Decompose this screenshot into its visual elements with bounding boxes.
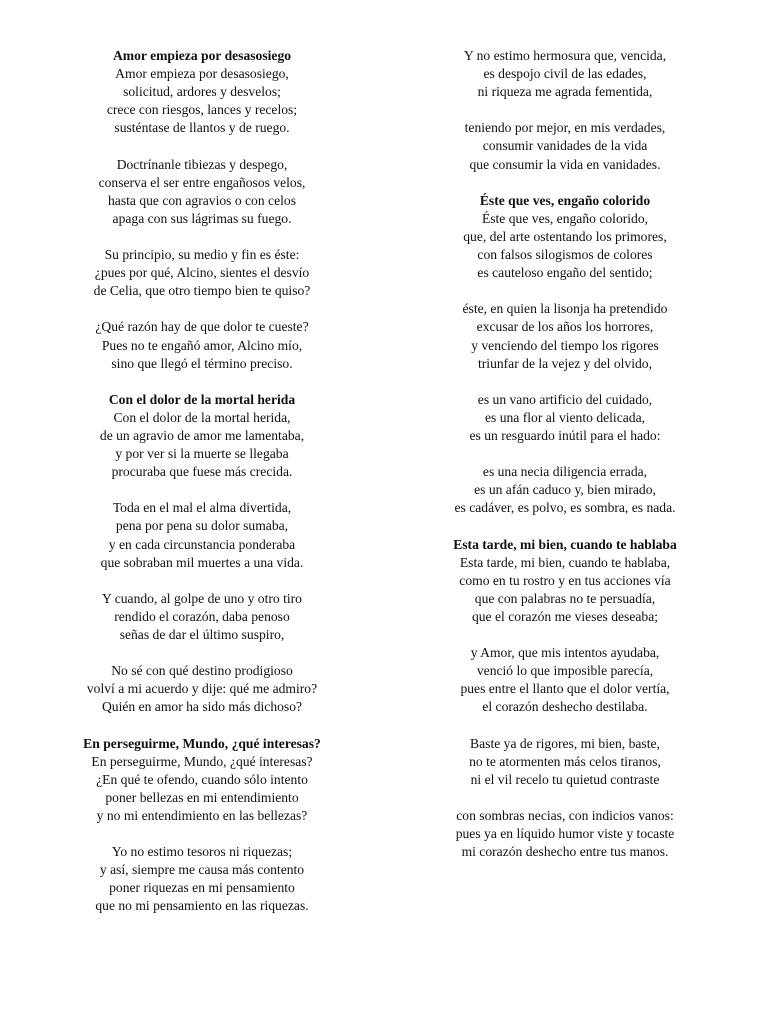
- poem: [37, 391, 367, 717]
- verse-line: es un vano artificio del cuidado,: [477, 391, 653, 407]
- verse-line: es un afán caduco y, bien mirado,: [474, 482, 656, 498]
- poem-title: Éste que ves, engaño colorido: [479, 192, 651, 208]
- verse-line: Toda en el mal el alma divertida,: [112, 500, 292, 516]
- verse-line: con falsos silogismos de colores: [477, 247, 653, 263]
- stanza: [37, 499, 367, 571]
- verse-line: Su principio, su medio y fin es éste:: [104, 247, 300, 263]
- verse-line: pues ya en líquido humor viste y tocaste: [455, 826, 675, 842]
- verse-line: ¿Qué razón hay de que dolor te cueste?: [95, 319, 309, 335]
- stanza: [37, 753, 367, 825]
- verse-line: de un agravio de amor me lamentaba,: [99, 427, 305, 443]
- verse-line: que con palabras no te persuadía,: [474, 590, 656, 606]
- verse-line: y en cada circunstancia ponderaba: [108, 536, 296, 552]
- verse-line: el corazón deshecho destilaba.: [482, 699, 648, 715]
- stanza: [37, 156, 367, 228]
- verse-line: es despojo civil de las edades,: [483, 66, 647, 82]
- verse-line: volví a mi acuerdo y dije: qué me admiro?: [86, 681, 318, 697]
- stanza: [400, 210, 730, 282]
- verse-line: excusar de los años los horrores,: [476, 319, 654, 335]
- poem-title: En perseguirme, Mundo, ¿qué interesas?: [83, 735, 321, 751]
- verse-line: y venciendo del tiempo los rigores: [471, 337, 659, 353]
- verse-line: es un resguardo inútil para el hado:: [469, 427, 661, 443]
- verse-line: que el corazón me vieses deseaba;: [471, 608, 659, 624]
- verse-line: Éste que ves, engaño colorido,: [481, 210, 649, 226]
- stanza: [37, 662, 367, 716]
- stanza: [400, 47, 730, 101]
- stanza: [37, 246, 367, 300]
- poem-title: Esta tarde, mi bien, cuando te hablaba: [453, 536, 677, 552]
- stanza: [37, 843, 367, 915]
- verse-line: es cadáver, es polvo, es sombra, es nada.: [454, 500, 676, 516]
- poem: [37, 47, 367, 373]
- stanza: [400, 119, 730, 173]
- verse-line: teniendo por mejor, en mis verdades,: [464, 120, 666, 136]
- stanza: [37, 318, 367, 372]
- poem: [37, 735, 367, 916]
- verse-line: crece con riesgos, lances y recelos;: [106, 102, 298, 118]
- verse-line: ¿En qué te ofendo, cuando sólo intento: [96, 771, 308, 787]
- stanza: [37, 65, 367, 137]
- verse-line: Quién en amor ha sido más dichoso?: [101, 699, 303, 715]
- stanza: [400, 554, 730, 626]
- verse-line: de Celia, que otro tiempo bien te quiso?: [93, 283, 311, 299]
- verse-line: triunfar de la vejez y del olvido,: [477, 355, 652, 371]
- verse-line: éste, en quien la lisonja ha pretendido: [462, 301, 668, 317]
- verse-line: es una flor al viento delicada,: [484, 409, 646, 425]
- verse-line: procuraba que fuese más crecida.: [111, 464, 293, 480]
- verse-line: Baste ya de rigores, mi bien, baste,: [470, 735, 660, 751]
- verse-line: venció lo que imposible parecía,: [476, 663, 654, 679]
- poem: [400, 536, 730, 862]
- verse-line: no te atormenten más celos tiranos,: [469, 753, 661, 769]
- stanza: [400, 644, 730, 716]
- poem: [400, 192, 730, 518]
- stanza: [400, 300, 730, 372]
- stanza: [37, 409, 367, 481]
- verse-line: Doctrínanle tibiezas y despego,: [116, 156, 288, 172]
- verse-line: ni el vil recelo tu quietud contraste: [470, 771, 660, 787]
- poem: [400, 47, 730, 174]
- verse-line: consumir vanidades de la vida: [482, 138, 648, 154]
- stanza: [37, 590, 367, 644]
- verse-line: En perseguirme, Mundo, ¿qué interesas?: [91, 753, 313, 769]
- verse-line: mi corazón deshecho entre tus manos.: [461, 844, 669, 860]
- verse-line: solicitud, ardores y desvelos;: [123, 84, 281, 100]
- verse-line: No sé con qué destino prodigioso: [111, 663, 293, 679]
- poem-title: Amor empieza por desasosiego: [112, 48, 292, 63]
- verse-line: poner riquezas en mi pensamiento: [109, 880, 295, 896]
- verse-line: y por ver si la muerte se llegaba: [115, 446, 289, 462]
- verse-line: rendido el corazón, daba penoso: [114, 608, 290, 624]
- right-column: [400, 47, 730, 879]
- verse-line: pena por pena su dolor sumaba,: [115, 518, 289, 534]
- verse-line: Yo no estimo tesoros ni riquezas;: [111, 844, 293, 860]
- verse-line: que, del arte ostentando los primores,: [463, 228, 667, 244]
- stanza: [400, 735, 730, 789]
- verse-line: sino que llegó el término preciso.: [111, 355, 293, 371]
- verse-line: que sobraban mil muertes a una vida.: [100, 554, 304, 570]
- verse-line: que consumir la vida en vanidades.: [469, 156, 661, 172]
- verse-line: y no mi entendimiento en las bellezas?: [96, 807, 308, 823]
- verse-line: apaga con sus lágrimas su fuego.: [112, 210, 292, 226]
- stanza: [400, 463, 730, 517]
- verse-line: Con el dolor de la mortal herida,: [113, 409, 291, 425]
- verse-line: como en tu rostro y en tus acciones vía: [459, 572, 671, 588]
- verse-line: hasta que con agravios o con celos: [108, 192, 296, 208]
- stanza: [400, 391, 730, 445]
- verse-line: Esta tarde, mi bien, cuando te hablaba,: [459, 554, 671, 570]
- verse-line: y así, siempre me causa más contento: [99, 862, 305, 878]
- stanza: [400, 807, 730, 861]
- verse-line: Y cuando, al golpe de uno y otro tiro: [102, 590, 302, 606]
- verse-line: con sombras necias, con indicios vanos:: [456, 807, 674, 823]
- verse-line: ni riqueza me agrada fementida,: [477, 84, 653, 100]
- verse-line: ¿pues por qué, Alcino, sientes el desvío: [94, 265, 310, 281]
- verse-line: es cauteloso engaño del sentido;: [477, 265, 653, 281]
- verse-line: Y no estimo hermosura que, vencida,: [463, 48, 667, 63]
- poem-title: Con el dolor de la mortal herida: [108, 391, 296, 407]
- verse-line: susténtase de llantos y de ruego.: [114, 120, 290, 136]
- verse-line: conserva el ser entre engañosos velos,: [98, 174, 306, 190]
- left-column: [37, 47, 367, 934]
- verse-line: y Amor, que mis intentos ayudaba,: [470, 645, 660, 661]
- verse-line: pues entre el llanto que el dolor vertía,: [460, 681, 670, 697]
- verse-line: que no mi pensamiento en las riquezas.: [95, 898, 309, 914]
- verse-line: es una necia diligencia errada,: [482, 464, 648, 480]
- verse-line: Pues no te engañó amor, Alcino mío,: [101, 337, 303, 353]
- verse-line: poner bellezas en mi entendimiento: [105, 789, 299, 805]
- verse-line: Amor empieza por desasosiego,: [115, 66, 289, 82]
- verse-line: señas de dar el último suspiro,: [119, 627, 285, 642]
